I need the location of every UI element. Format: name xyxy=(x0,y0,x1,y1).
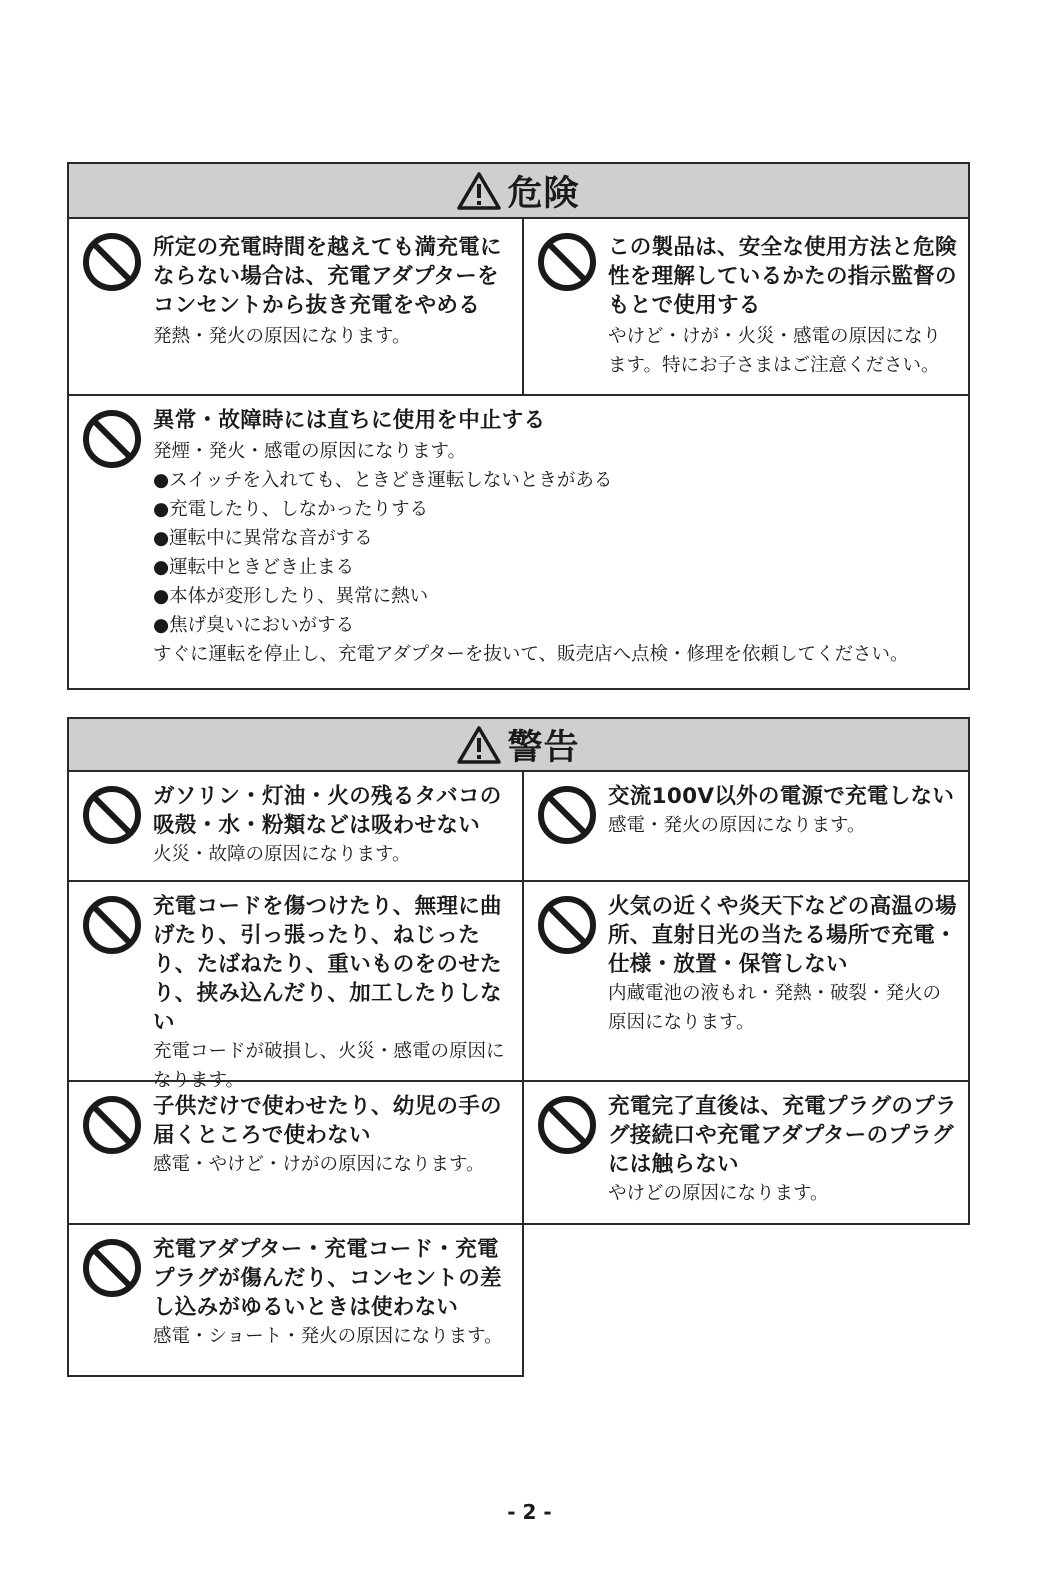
danger-header xyxy=(69,164,968,219)
item-body: 感電・やけど・けがの原因になります。 xyxy=(153,1154,485,1175)
prohibition-icon xyxy=(537,895,597,955)
item-heading: 充電アダプター・充電コード・充電プラグが傷んだり、コンセントの差し込みがゆるいときは使わない xyxy=(153,1237,502,1320)
item-body: 火災・故障の原因になります。 xyxy=(153,844,411,865)
item-heading: 交流100V以外の電源で充電しない xyxy=(608,784,955,809)
warning-section xyxy=(67,717,970,1373)
danger-item-3 xyxy=(69,396,968,688)
page-number: - 2 - xyxy=(507,1500,552,1524)
item-heading: 子供だけで使わせたり、幼児の手の届くところで使わない xyxy=(153,1094,502,1148)
item-heading: ガソリン・灯油・火の残るタバコの吸殻・水・粉類などは吸わせない xyxy=(153,784,502,838)
item-heading: 異常・故障時には直ちに使用を中止する xyxy=(153,408,546,433)
item-body: 感電・ショート・発火の原因になります。 xyxy=(153,1326,503,1347)
warning-header xyxy=(67,717,970,772)
warning-triangle-icon xyxy=(457,725,501,765)
item-heading: 所定の充電時間を越えても満充電にならない場合は、充電アダプターをコンセントから抜き充電をやめる xyxy=(153,235,502,318)
prohibition-icon xyxy=(82,1238,142,1298)
item-body: 感電・発火の原因になります。 xyxy=(608,815,866,836)
item-body: 充電コードが破損し、火災・感電の原因になります。 xyxy=(153,1041,505,1091)
prohibition-icon xyxy=(82,895,142,955)
item-body: 発煙・発火・感電の原因になります。 xyxy=(153,441,467,462)
list-item: ●充電したり、しなかったりする xyxy=(153,499,429,520)
item-heading: 火気の近くや炎天下などの高温の場所、直射日光の当たる場所で充電・仕様・放置・保管しない xyxy=(608,894,957,977)
item-heading: 充電コードを傷つけたり、無理に曲げたり、引っ張ったり、ねじったり、たばねたり、重いものをのせたり、挟み込んだり、加工したりしない xyxy=(153,894,502,1035)
item-body: やけどの原因になります。 xyxy=(608,1183,829,1204)
item-body: やけど・けが・火災・感電の原因になります。特にお子さまはご注意ください。 xyxy=(607,326,941,376)
warning-item-3 xyxy=(67,880,524,1091)
prohibition-icon xyxy=(537,785,597,845)
danger-item-1 xyxy=(69,219,522,394)
danger-title: 危険 xyxy=(507,173,580,214)
prohibition-icon xyxy=(82,232,142,292)
warning-triangle-icon xyxy=(457,171,501,211)
list-item: ●スイッチを入れても、ときどき運転しないときがある xyxy=(153,470,613,491)
item-body: 内蔵電池の液もれ・発熱・破裂・発火の原因になります。 xyxy=(608,983,942,1033)
warning-item-1 xyxy=(67,770,524,882)
prohibition-icon xyxy=(537,1095,597,1155)
list-item: ●運転中ときどき止まる xyxy=(153,557,355,578)
danger-section xyxy=(67,162,970,690)
warning-item-7 xyxy=(67,1223,524,1377)
prohibition-icon xyxy=(537,232,597,292)
item-body: 発熱・発火の原因になります。 xyxy=(153,326,411,347)
item-instruction: すぐに運転を停止し、充電アダプターを抜いて、販売店へ点検・修理を依頼してください。 xyxy=(153,644,909,665)
list-item: ●焦げ臭いにおいがする xyxy=(153,615,355,636)
symptom-list xyxy=(153,466,958,640)
prohibition-icon xyxy=(82,409,142,469)
warning-item-2 xyxy=(522,770,970,882)
warning-title: 警告 xyxy=(507,727,580,768)
danger-item-2 xyxy=(522,219,968,394)
warning-item-4 xyxy=(522,880,970,1082)
item-heading: この製品は、安全な使用方法と危険性を理解しているかたの指示監督のもとで使用する xyxy=(607,235,957,318)
prohibition-icon xyxy=(82,1095,142,1155)
item-heading: 充電完了直後は、充電プラグのプラグ接続口や充電アダプターのプラグには触らない xyxy=(608,1094,957,1177)
warning-item-6 xyxy=(522,1080,970,1225)
list-item: ●本体が変形したり、異常に熱い xyxy=(153,586,429,607)
prohibition-icon xyxy=(82,785,142,845)
list-item: ●運転中に異常な音がする xyxy=(153,528,373,549)
warning-item-5 xyxy=(67,1080,524,1225)
